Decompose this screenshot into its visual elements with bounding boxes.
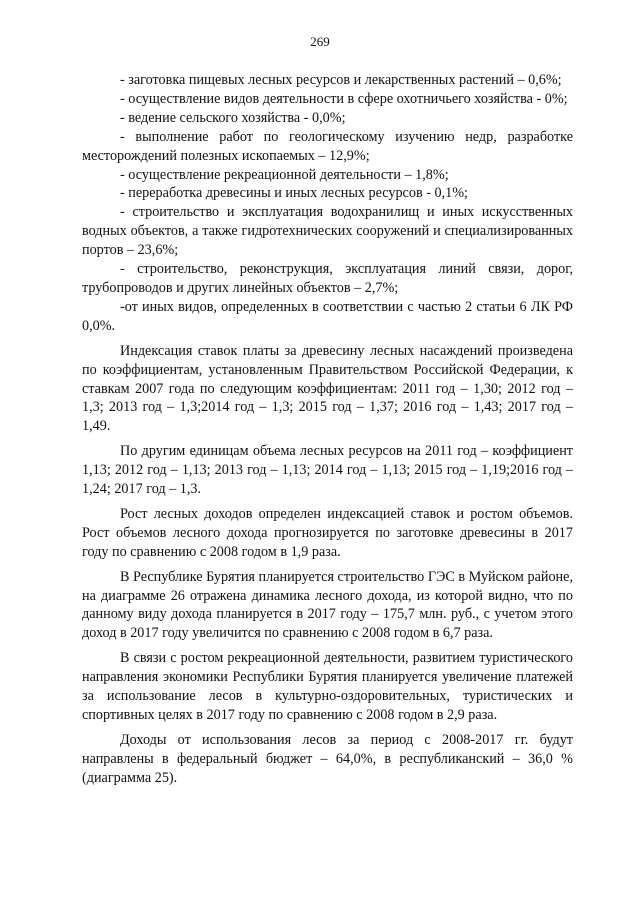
bullet-geology: - выполнение работ по геологическому изучению недр, разработке месторождений полезных ископаемых – 12,9%;	[82, 128, 573, 164]
paragraph-hydropower: В Республике Бурятия планируется строительство ГЭС в Муйском районе, на диаграмме 26 отражена динамика лесного дохода, из которой видно, что по данному виду дохода планируется в 2017 году – 175,7 млн. руб., с учетом этого доход в 2017 году увеличится по сравнению с 2008 годом в 6,7 раза.	[82, 568, 573, 642]
bullet-other-types: -от иных видов, определенных в соответствии с частью 2 статьи 6 ЛК РФ 0,0%.	[82, 298, 573, 334]
bullet-linear-objects: - строительство, реконструкция, эксплуатация линий связи, дорог, трубопроводов и других линейных объектов – 2,7%;	[82, 261, 573, 296]
bullet-food-resources: - заготовка пищевых лесных ресурсов и лекарственных растений – 0,6%;	[120, 72, 562, 88]
bullet-hunting: - осуществление видов деятельности в сфере охотничьего хозяйства - 0%;	[120, 90, 568, 107]
paragraph-recreation: В связи с ростом рекреационной деятельности, развитием туристического направления экономики Республики Бурятия планируется увеличение платежей за использование лесов в культурно-оздоровительных, туристических и спортивных целях в 2017 году по сравнению с 2008 годом в 2,9 раза.	[82, 650, 573, 723]
paragraph-income-growth: Рост лесных доходов определен индексацией ставок и ростом объемов. Рост объемов лесного дохода прогнозируется по заготовке древесины в 2017 году по сравнению с 2008 годом в 1,9 раза.	[82, 505, 573, 560]
bullet-wood-processing: - переработка древесины и иных лесных ресурсов - 0,1%;	[120, 185, 468, 202]
body-text	[82, 71, 573, 788]
paragraph-other-units: По другим единицам объема лесных ресурсов на 2011 год – коэффициент 1,13; 2012 год – 1,13; 2013 год – 1,13; 2014 год – 1,13; 2015 год – 1,19;2016 год – 1,24; 2017 год – 1,3.	[82, 443, 573, 498]
bullet-agriculture: - ведение сельского хозяйства - 0,0%;	[120, 109, 346, 126]
paragraph-budget-split: Доходы от использования лесов за период с 2008-2017 гг. будут направлены в федеральный бюджет – 64,0%, в республиканский – 36,0 % (диаграмма 25).	[82, 731, 573, 786]
bullet-reservoirs: - строительство и эксплуатация водохранилищ и иных искусственных водных объектов, а также гидротехнических сооружений и специализированных портов – 23,6%;	[82, 204, 573, 259]
page-number: 269	[310, 34, 330, 49]
bullet-recreation: - осуществление рекреационной деятельности – 1,8%;	[120, 166, 449, 183]
paragraph-indexation: Индексация ставок платы за древесину лесных насаждений произведена по коэффициентам, установленным Правительством Российской Федерации, к ставкам 2007 года по следующим коэффициентам: 2011 год – 1,30; 2012 год – 1,3; 2013 год – 1,3;2014 год – 1,3; 2015 год – 1,37; 2016 год – 1,43; 2017 год – 1,49.	[82, 342, 573, 435]
